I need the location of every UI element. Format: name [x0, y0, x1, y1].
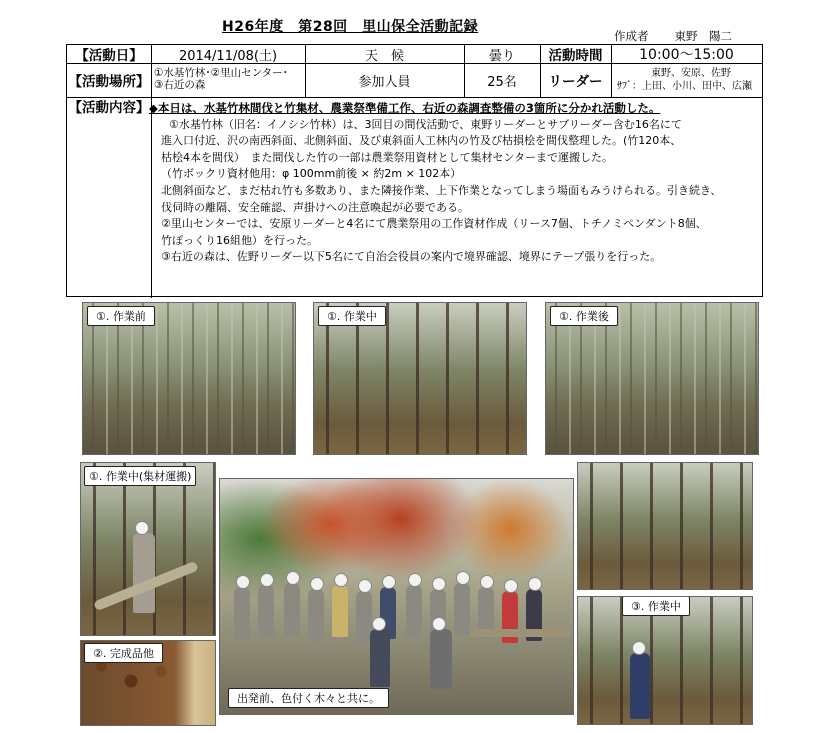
leader-line-1: 東野、安原、佐野 — [651, 68, 731, 79]
place-line-2: ③右近の森 — [154, 79, 206, 91]
activity-content — [151, 100, 761, 266]
photo-group — [219, 478, 574, 715]
content-line: 枯桧4本を間伐） また間伐した竹の一部は農業祭用資材として集材センターまで運搬した。 — [161, 150, 614, 164]
date-label: 【活動日】 — [75, 48, 143, 64]
content-lead: ◆本日は、水基竹林間伐と竹集材、農業祭準備工作、右近の森調査整備の3箇所に分かれ活動した。 — [149, 101, 661, 115]
content-line: 伐伺時の離隔、安全確認、声掛けへの注意喚起が必要である。 — [161, 200, 469, 214]
author-line — [614, 28, 732, 44]
photo-ukon-during — [577, 596, 753, 725]
photo-ukon-forest — [577, 462, 753, 590]
content-line: 北側斜面など、まだ枯れ竹も多数あり、また隣接作業、上下作業となってしまう場面もみうけられる。引き続き、 — [161, 183, 722, 197]
content-line: （竹ボックリ資材他用：φ 100mm前後 × 約2m × 102本） — [161, 167, 462, 181]
caption-during: ①. 作業中 — [318, 306, 386, 326]
place-value — [151, 67, 304, 97]
caption-ukon: ③. 作業中 — [622, 596, 690, 616]
content-line: ②里山センターでは、安原リーダーと4名にて農業祭用の工作資材作成（リース7個、トチノミペンダント8個、 — [161, 217, 707, 231]
worker-figure — [133, 533, 155, 613]
caption-crafts: ②. 完成品他 — [84, 643, 163, 663]
author-label: 作成者 — [614, 29, 649, 43]
photo-transport — [80, 462, 216, 636]
place-line-1: ①水基竹林･②里山センター･ — [154, 67, 288, 79]
weather-value: 曇り — [488, 48, 515, 64]
photo-before — [82, 302, 296, 455]
content-line: ①水基竹林（旧名：イノシシ竹林）は、3回目の間伐活動で、東野リーダーとサブリーダー含む16名にて — [169, 117, 682, 131]
author-name: 東野 陽二 — [674, 29, 732, 43]
weather-label: 天 候 — [364, 48, 404, 64]
content-line: 竹ぽっくり16組他）を行った。 — [161, 233, 318, 247]
place-label: 【活動場所】 — [68, 74, 150, 90]
leader-value — [613, 63, 763, 97]
content-line: ③右近の森は、佐野リーダー以下5名にて自治会役員の案内で境界確認、境界にテープ張りを行った。 — [161, 250, 662, 264]
caption-transport: ①. 作業中(集材運搬) — [84, 466, 196, 486]
participants-label: 参加人員 — [358, 74, 411, 90]
photo-after — [545, 302, 759, 455]
content-line: 進入口付近、沢の南西斜面、北側斜面、及び東斜面人工林内の竹及び枯損桧を間伐整理した。(竹120本、 — [161, 134, 682, 148]
content-label: 【活動内容】 — [68, 100, 150, 116]
caption-after: ①. 作業後 — [550, 306, 618, 326]
time-value: 10:00～15:00 — [639, 47, 734, 63]
worker-figure — [630, 653, 650, 719]
leader-line-2: ｻﾌﾞ：上田、小川、田中、広瀬 — [617, 81, 752, 92]
leader-label: リーダー — [548, 74, 603, 90]
participants-value: 25名 — [487, 74, 517, 90]
caption-before: ①. 作業前 — [87, 306, 155, 326]
photo-during — [313, 302, 527, 455]
page-title: H26年度 第28回 里山保全活動記録 — [222, 19, 479, 35]
photo-crafts — [80, 640, 216, 726]
record-table — [66, 44, 763, 297]
time-label: 活動時間 — [548, 48, 603, 64]
date-value: 2014/11/08(土) — [178, 48, 278, 64]
caption-group: 出発前、色付く木々と共に。 — [228, 688, 389, 708]
bench — [470, 629, 570, 637]
